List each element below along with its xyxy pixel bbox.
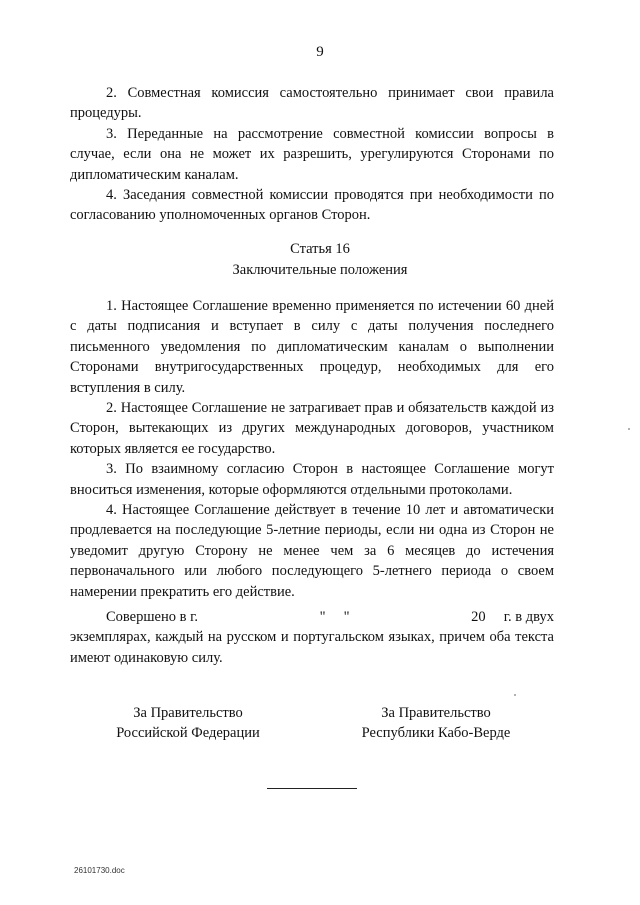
paragraph: 1. Настоящее Соглашение временно применяется по истечении 60 дней с даты подписания и вступает в силу с даты получения последнего письменного уведомления по дипломатическим каналам о выполнении Сторонами внутригосударственных процедур, необходимых для его вступления в силу.: [70, 298, 554, 396]
paragraph: 4. Заседания совместной комиссии проводятся при необходимости по согласованию уполномоченных органов Сторон.: [70, 187, 554, 224]
paragraph: 2. Совместная комиссия самостоятельно принимает свои правила процедуры.: [70, 85, 554, 122]
done-clause: [70, 607, 554, 668]
signature-party: Российской Федерации: [116, 725, 260, 742]
done-date-quotes: " ": [319, 609, 350, 625]
done-year: 20 г. в двух: [471, 609, 554, 625]
paragraph: 3. По взаимному согласию Сторон в настоящее Соглашение могут вноситься изменения, которые оформляются отдельными протоколами.: [70, 461, 554, 498]
document-id: 26101730.doc: [74, 866, 125, 875]
signature-cabo-verde: [336, 703, 536, 744]
end-divider: [267, 788, 357, 789]
paragraph: 3. Переданные на рассмотрение совместной комиссии вопросы в случае, если она не может их разрешить, урегулируются Сторонами по дипломатическим каналам.: [70, 125, 554, 183]
clauses-joint-commission: [70, 83, 554, 226]
scan-speck: [514, 694, 516, 696]
article-subtitle: Заключительные положения: [232, 262, 408, 278]
article-title: Статья 16: [290, 241, 350, 257]
paragraph: 2. Настоящее Соглашение не затрагивает прав и обязательств каждой из Сторон, вытекающих из других международных договоров, участником которых является ее государство.: [70, 400, 554, 457]
scan-speck: [628, 428, 630, 430]
done-rest: экземплярах, каждый на русском и португальском языках, причем оба текста имеют одинаковую силу.: [70, 629, 554, 666]
paragraph: 4. Настоящее Соглашение действует в течение 10 лет и автоматически продлевается на последующие 5-летние периоды, если ни одна из Сторон не уведомит другую Сторону не менее чем за 6 месяцев до истечения первоначального или любого последующего 5-летнего периода о своем намерении прекратить его действие.: [70, 502, 554, 600]
final-provisions: [70, 296, 554, 602]
done-first-line: [70, 607, 554, 627]
signature-label: За Правительство: [133, 705, 243, 721]
signature-party: Республики Кабо-Верде: [361, 725, 511, 742]
signature-russia: [88, 703, 288, 744]
page-number: 9: [316, 44, 324, 60]
done-place: Совершено в г.: [106, 609, 199, 625]
signature-label: За Правительство: [381, 705, 491, 721]
